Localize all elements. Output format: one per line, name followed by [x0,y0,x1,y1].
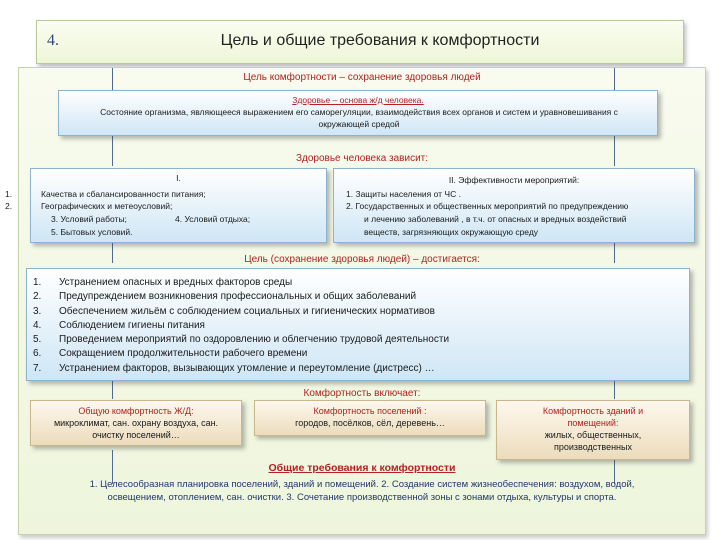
factors-right-heading: II. Эффективности мероприятий: [448,175,580,185]
slide-number: 4. [47,32,59,49]
achieved-item [33,362,683,376]
achieved-item [33,347,683,361]
achieved-item [33,319,683,333]
health-definition-box [58,90,658,136]
factors-right-line-4: веществ, загрязняющих окружающую среду [364,227,539,237]
comfort-buildings-line-4: производственных [554,442,632,452]
comfort-includes-label: Комфортность включает: [303,388,421,399]
achieved-item [33,333,683,347]
goal-text: Цель комфортности – сохранение здоровья людей [243,72,481,83]
factors-box-left [5,168,327,243]
title-banner [36,20,684,64]
achieved-item-text: Устранением опасных и вредных факторов среды [59,277,293,288]
comfort-box-buildings [496,400,690,460]
requirements-heading: Общие требования к комфортности [268,462,456,474]
achieved-item-num: 6. [33,348,42,360]
factors-left-line-2 [5,201,325,213]
comfort-settlements-title: Комфортность поселений : [313,406,427,416]
achieved-item-num: 2. [33,291,42,303]
factors-left-line-4: 5. Бытовых условий. [51,227,133,237]
achieved-item-text: Обеспечением жильём с соблюдением социальных и гигиенических нормативов [59,305,435,317]
factors-right-line-1: 1. Защиты населения от ЧС . [346,189,461,199]
achieved-item [33,305,683,319]
comfort-box-settlements [254,400,486,436]
achieved-item-text: Устранением факторов, вызывающих утомление и переутомление (дистресс) … [59,362,435,374]
comfort-settlements-line-2: городов, посёлков, сёл, деревень… [295,418,445,428]
health-definition-text: Состояние организма, являющееся выражением его саморегуляции, взаимодействия всех органов и систем и уравновешивания с окружающей средой [100,107,618,129]
achieved-label: Цель (сохранение здоровья людей) – достигается: [244,254,480,265]
achieved-item-text: Сокращением продолжительности рабочего времени [59,348,308,360]
factors-box-right [333,168,695,243]
achieved-item [33,276,683,290]
comfort-buildings-title-2: помещений: [567,418,619,428]
requirements-line-1: 1. Целесообразная планировка поселений, зданий и помещений. 2. Создание систем жизнеобеспечения: воздухом, водой, [89,479,635,490]
health-depends-label: Здоровье человека зависит: [295,153,429,164]
requirements-line-2: освещением, отоплением, сан. очистки. 3. Сочетание производственной зоны с зонами отдыха, культуры и спорта. [107,492,617,503]
achieved-list [33,276,683,376]
comfort-general-line-2: микроклимат, сан. охрану воздуха, сан. [53,418,219,428]
achieved-item-text: Соблюдением гигиены питания [59,319,205,331]
factors-left-num-1: 1. [5,189,13,199]
comfort-general-line-3: очистку поселений… [92,430,180,440]
achieved-item-num: 5. [33,334,42,346]
comfort-buildings-line-3: жилых, общественных, [544,430,642,440]
comfort-buildings-title-1: Комфортность зданий и [542,406,644,416]
achieved-item-text: Проведением мероприятий по оздоровлению и облегчению трудовой деятельности [59,334,450,346]
comfort-general-title: Общую комфортность Ж/Д: [78,406,194,416]
factors-right-line-2: 2. Государственных и общественных мероприятий по предупреждению [346,201,629,211]
health-heading: Здоровье – основа ж/д человека. [292,95,424,105]
achieved-item-text: Предупреждением возникновения профессиональных и общих заболеваний [59,291,417,303]
achieved-list-box [26,268,690,381]
factors-left-num-2: 2. [5,201,13,211]
achieved-item-num: 1. [33,277,42,288]
factors-left-text-1: Качества и сбалансированности питания; [41,189,206,199]
achieved-item [33,290,683,304]
factors-left-line-3b: 4. Условий отдыха; [175,214,251,224]
factors-left-heading: I. [176,173,181,183]
factors-right-line-3: и лечению заболеваний , в т.ч. от опасных и вредных воздействий [364,214,627,224]
slide-title: Цель и общие требования к комфортности [220,32,540,49]
achieved-item-num: 3. [33,305,42,317]
factors-left-text-2: Географических и метеоусловий; [41,201,173,211]
factors-left-line-3a: 3. Условий работы; [51,214,127,224]
comfort-box-general [30,400,242,446]
factors-left-line-1 [5,189,325,201]
achieved-item-num: 7. [33,362,42,374]
achieved-item-num: 4. [33,319,42,331]
